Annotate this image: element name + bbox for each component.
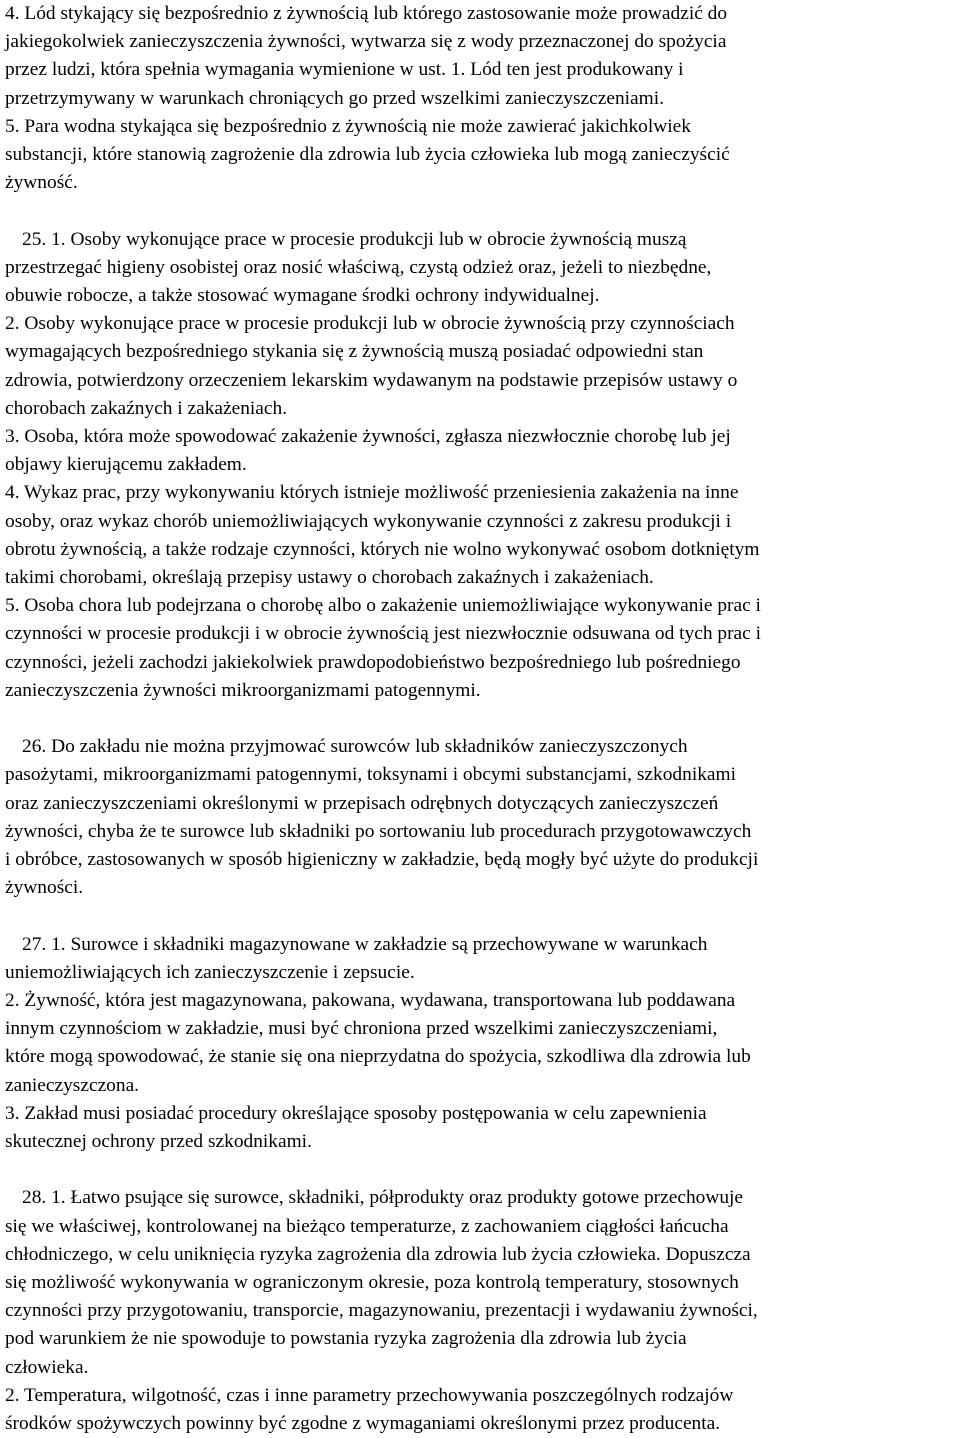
text-line: pasożytami, mikroorganizmami patogennymi, toksynami i obcymi substancjami, szkodnikami [5,764,736,786]
text-line: żywności. [5,877,84,899]
text-line: wymagających bezpośredniego stykania się z żywnością muszą posiadać odpowiedni stan [5,341,704,363]
text-line: czynności przy przygotowaniu, transporcie, magazynowaniu, prezentacji i wydawaniu żywności, [5,1300,758,1322]
section-27-first-line: 27. 1. Surowce i składniki magazynowane w zakładzie są przechowywane w warunkach [22,933,708,955]
text-line: czynności w procesie produkcji i w obrocie żywnością jest niezwłocznie odsuwana od tych prac i [5,623,761,645]
section-heading-line [5,1184,957,1212]
section-25-first-line: 25. 1. Osoby wykonujące prace w procesie produkcji lub w obrocie żywnością muszą [22,228,687,250]
text-line: chłodniczego, w celu uniknięcia ryzyka zagrożenia dla zdrowia lub życia człowieka. Dopuszcza [5,1243,751,1265]
text-line: przez ludzi, która spełnia wymagania wymienione w ust. 1. Lód ten jest produkowany i [5,59,684,81]
text-line: 4. Wykaz prac, przy wykonywaniu których istnieje możliwość przeniesienia zakażenia na inne [5,482,739,504]
paragraph-gap [5,902,957,930]
text-line: człowieka. [5,1356,89,1378]
text-line: się we właściwej, kontrolowanej na bieżąco temperaturze, z zachowaniem ciągłości łańcucha [5,1215,729,1237]
text-line: się możliwość wykonywania w ograniczonym okresie, poza kontrolą temperatury, stosownych [5,1272,739,1294]
text-line: zanieczyszczenia żywności mikroorganizmami patogennymi. [5,679,481,701]
paragraph-section-26 [5,733,957,902]
text-line: oraz zanieczyszczeniami określonymi w przepisach odrębnych dotyczących zanieczyszczeń [5,792,719,814]
text-line: uniemożliwiających ich zanieczyszczenie i zepsucie. [5,961,415,983]
paragraph-gap [5,1156,957,1184]
paragraph-section-28 [5,1184,957,1438]
text-line: i obróbce, zastosowanych w sposób higieniczny w zakładzie, będą mogły być użyte do produkcji [5,849,759,871]
paragraph-lod-para-wodna [5,0,957,197]
paragraph-section-25 [5,226,957,705]
text-line: innym czynnościom w zakładzie, musi być chroniona przed wszelkimi zanieczyszczeniami, [5,1018,718,1040]
section-28-first-line: 28. 1. Łatwo psujące się surowce, składniki, półprodukty oraz produkty gotowe przechowuje [22,1187,744,1209]
text-line: jakiegokolwiek zanieczyszczenia żywności, wytwarza się z wody przeznaczonej do spożycia [5,31,727,53]
text-line: obuwie robocze, a także stosować wymagane środki ochrony indywidualnej. [5,285,600,307]
paragraph-section-27 [5,931,957,1157]
text-line: 3. Zakład musi posiadać procedury określające sposoby postępowania w celu zapewnienia [5,1102,707,1124]
text-line: 5. Osoba chora lub podejrzana o chorobę albo o zakażenie uniemożliwiające wykonywanie prac i [5,595,761,617]
paragraph-gap [5,705,957,733]
text-line: które mogą spowodować, że stanie się ona nieprzydatna do spożycia, szkodliwa dla zdrowia lub [5,1046,751,1068]
text-line: przestrzegać higieny osobistej oraz nosić właściwą, czystą odzież oraz, jeżeli to niezbędne, [5,256,712,278]
section-heading-line [5,733,957,761]
text-line: 4. Lód stykający się bezpośrednio z żywnością lub którego zastosowanie może prowadzić do [5,3,728,24]
text-line: 2. Temperatura, wilgotność, czas i inne parametry przechowywania poszczególnych rodzajów [5,1384,734,1406]
section-heading-line [5,931,957,959]
text-line: osoby, oraz wykaz chorób uniemożliwiających wykonywanie czynności z zakresu produkcji i [5,510,732,532]
text-line: 3. Osoba, która może spowodować zakażenie żywności, zgłasza niezwłocznie chorobę lub jej [5,426,731,448]
section-26-first-line: 26. Do zakładu nie można przyjmować surowców lub składników zanieczyszczonych [22,736,688,758]
text-line: żywność. [5,172,78,194]
text-line: pod warunkiem że nie spowoduje to powstania ryzyka zagrożenia dla zdrowia lub życia [5,1328,687,1350]
text-line: przetrzymywany w warunkach chroniących go przed wszelkimi zanieczyszczeniami. [5,87,664,109]
document-page [5,0,957,1438]
paragraph-gap [5,197,957,225]
text-line: żywności, chyba że te surowce lub składniki po sortowaniu lub procedurach przygotowawczych [5,820,752,842]
text-line: chorobach zakaźnych i zakażeniach. [5,397,288,419]
section-heading-line [5,226,957,254]
text-line: 2. Żywność, która jest magazynowana, pakowana, wydawana, transportowana lub poddawana [5,990,736,1012]
text-line: środków spożywczych powinny być zgodne z wymaganiami określonymi przez producenta. [5,1413,721,1435]
text-line: 5. Para wodna stykająca się bezpośrednio z żywnością nie może zawierać jakichkolwiek [5,115,691,137]
text-line: zdrowia, potwierdzony orzeczeniem lekarskim wydawanym na podstawie przepisów ustawy o [5,369,738,391]
text-line: obrotu żywnością, a także rodzaje czynności, których nie wolno wykonywać osobom dotkniętym [5,538,760,560]
text-line: czynności, jeżeli zachodzi jakiekolwiek prawdopodobieństwo bezpośredniego lub pośredniego [5,651,741,673]
text-line: zanieczyszczona. [5,1074,140,1096]
text-line: skutecznej ochrony przed szkodnikami. [5,1131,312,1153]
text-line: substancji, które stanowią zagrożenie dla zdrowia lub życia człowieka lub mogą zanieczyścić [5,144,730,166]
text-line: objawy kierującemu zakładem. [5,454,247,476]
text-line: takimi chorobami, określają przepisy ustawy o chorobach zakaźnych i zakażeniach. [5,567,654,589]
text-line: 2. Osoby wykonujące prace w procesie produkcji lub w obrocie żywnością przy czynnościach [5,313,735,335]
